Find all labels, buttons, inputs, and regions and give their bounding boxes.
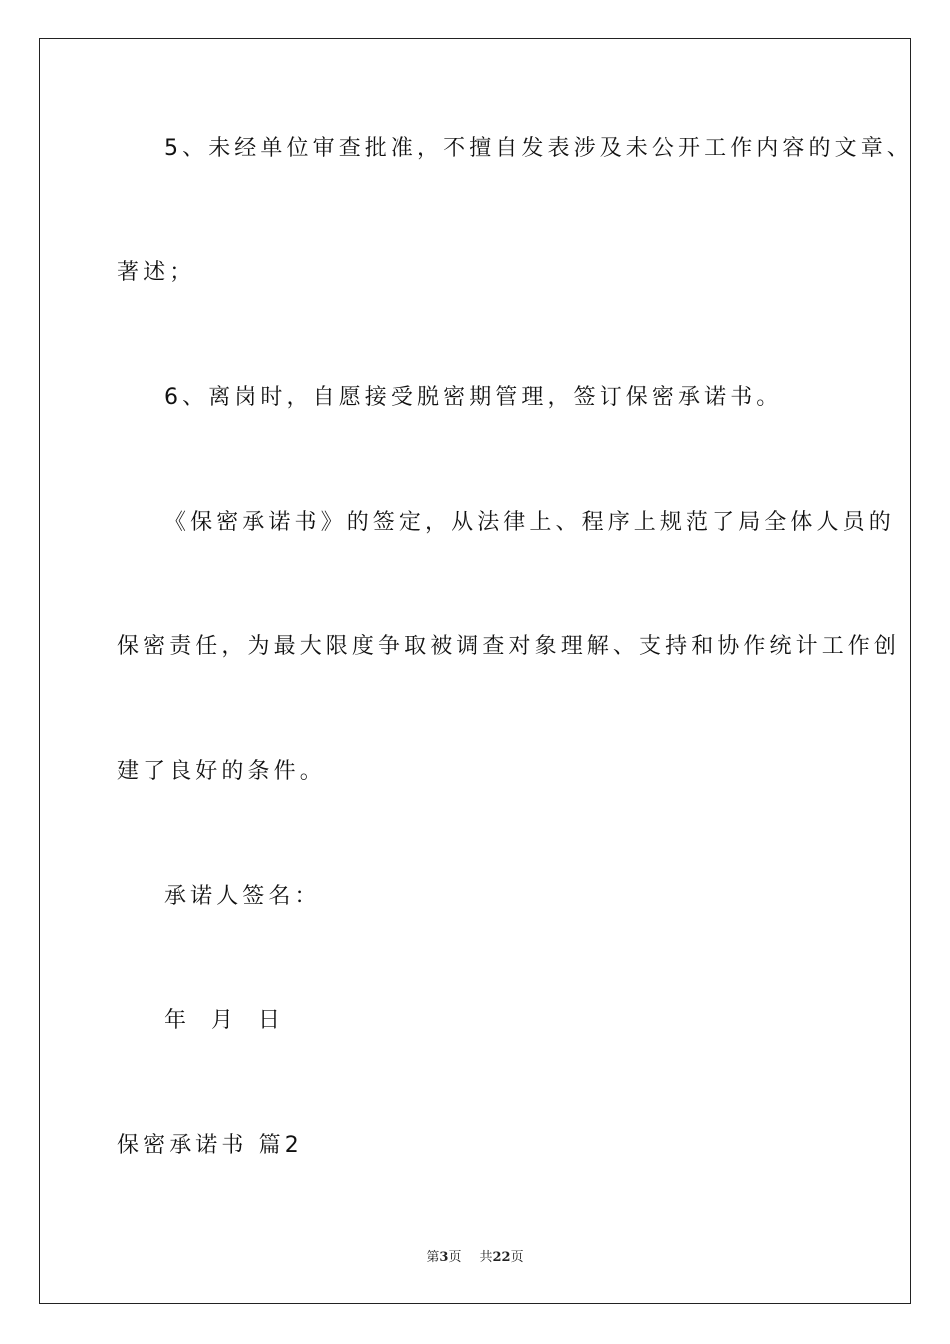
paragraph-summary-line-3: 建了良好的条件。 — [117, 759, 326, 784]
paragraph-item-5-line-2: 著述； — [117, 260, 196, 285]
footer-total-suffix: 页 — [510, 1250, 524, 1265]
signature-label: 承诺人签名： — [164, 884, 321, 909]
footer-total-pages: 22 — [492, 1250, 511, 1265]
footer-total-prefix: 共 — [479, 1250, 493, 1265]
paragraph-item-6: 6、离岗时，自愿接受脱密期管理，签订保密承诺书。 — [164, 385, 783, 410]
paragraph-summary-line-2: 保密责任，为最大限度争取被调查对象理解、支持和协作统计工作创 — [117, 634, 901, 659]
date-line: 年 月 日 — [164, 1008, 289, 1033]
page-border — [39, 38, 911, 1304]
paragraph-item-5-line-1: 5、未经单位审查批准，不擅自发表涉及未公开工作内容的文章、 — [164, 136, 913, 161]
footer-page-prefix: 第 — [426, 1250, 440, 1265]
page-footer — [0, 1246, 950, 1265]
paragraph-summary-line-1: 《保密承诺书》的签定，从法律上、程序上规范了局全体人员的 — [164, 510, 895, 535]
footer-page-number: 3 — [439, 1250, 449, 1265]
section-heading: 保密承诺书 篇2 — [117, 1133, 303, 1158]
footer-page-suffix: 页 — [448, 1250, 462, 1265]
